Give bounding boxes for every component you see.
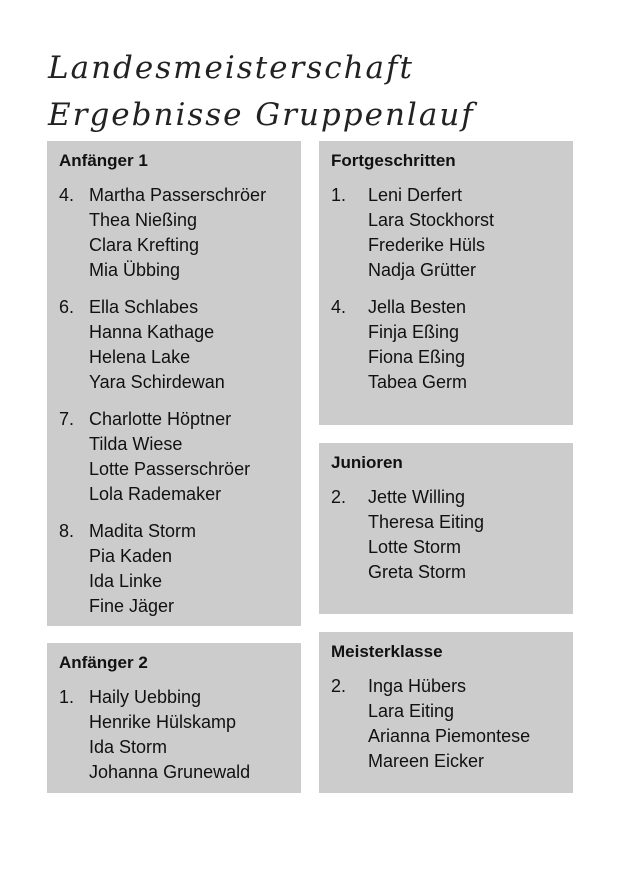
team-member-name: Lara Eiting: [368, 701, 455, 721]
team-entry: [59, 407, 289, 507]
team-member-name: Clara Krefting: [89, 235, 200, 255]
team-member-name: Lara Stockhorst: [368, 210, 495, 230]
team-member-name: Henrike Hülskamp: [89, 712, 237, 732]
team-place: 4.: [59, 185, 75, 205]
team-entry: [59, 519, 289, 619]
team-member-name: Haily Uebbing: [89, 687, 202, 707]
group-title: Anfänger 2: [59, 653, 148, 672]
team-member-name: Ida Storm: [89, 737, 168, 757]
team-place: 8.: [59, 521, 75, 541]
team-member-name: Lotte Storm: [368, 537, 462, 557]
group-title: Fortgeschritten: [331, 151, 456, 170]
team-member-name: Arianna Piemontese: [368, 726, 531, 746]
team-member-name: Frederike Hüls: [368, 235, 486, 255]
team-members: [89, 519, 196, 619]
team-entry: [59, 685, 289, 785]
team-member-name: Fine Jäger: [89, 596, 175, 616]
team-member-name: Lola Rademaker: [89, 484, 222, 504]
group-box-fortgeschritten: [319, 141, 573, 425]
team-member-name: Charlotte Höptner: [89, 409, 232, 429]
team-member-name: Theresa Eiting: [368, 512, 485, 532]
team-members: [89, 183, 266, 283]
team-entry: [331, 485, 561, 585]
page-title-line-2: Ergebnisse Gruppenlauf: [48, 97, 475, 133]
team-entry: [331, 674, 561, 774]
team-members: [89, 407, 250, 507]
team-place: 2.: [331, 487, 347, 507]
team-member-name: Leni Derfert: [368, 185, 463, 205]
team-member-name: Madita Storm: [89, 521, 197, 541]
team-entry: [331, 295, 561, 395]
team-entry: [331, 183, 561, 283]
team-member-name: Pia Kaden: [89, 546, 173, 566]
team-member-name: Ella Schlabes: [89, 297, 199, 317]
team-member-name: Greta Storm: [368, 562, 467, 582]
team-member-name: Tabea Germ: [368, 372, 468, 392]
team-members: [368, 295, 467, 395]
team-member-name: Nadja Grütter: [368, 260, 477, 280]
team-member-name: Ida Linke: [89, 571, 163, 591]
group-title: Meisterklasse: [331, 642, 443, 661]
team-member-name: Finja Eßing: [368, 322, 460, 342]
team-members: [368, 485, 484, 585]
team-place: 1.: [59, 687, 75, 707]
team-place: 7.: [59, 409, 75, 429]
team-member-name: Jella Besten: [368, 297, 467, 317]
team-member-name: Hanna Kathage: [89, 322, 215, 342]
team-member-name: Martha Passerschröer: [89, 185, 267, 205]
team-member-name: Lotte Passerschröer: [89, 459, 251, 479]
team-members: [368, 674, 530, 774]
page-title-line-1: Landesmeisterschaft: [48, 50, 414, 86]
team-place: 6.: [59, 297, 75, 317]
group-box-anfaenger-2: [47, 643, 301, 793]
team-entry: [59, 183, 289, 283]
team-member-name: Mia Übbing: [89, 260, 181, 280]
team-member-name: Inga Hübers: [368, 676, 467, 696]
team-member-name: Jette Willing: [368, 487, 466, 507]
team-member-name: Johanna Grunewald: [89, 762, 251, 782]
team-place: 1.: [331, 185, 347, 205]
group-title: Anfänger 1: [59, 151, 148, 170]
team-member-name: Fiona Eßing: [368, 347, 466, 367]
team-member-name: Mareen Eicker: [368, 751, 485, 771]
group-title: Junioren: [331, 453, 403, 472]
team-place: 2.: [331, 676, 347, 696]
team-members: [368, 183, 494, 283]
team-members: [89, 295, 225, 395]
team-place: 4.: [331, 297, 347, 317]
team-member-name: Helena Lake: [89, 347, 191, 367]
team-members: [89, 685, 250, 785]
group-box-meisterklasse: [319, 632, 573, 793]
team-member-name: Tilda Wiese: [89, 434, 183, 454]
team-entry: [59, 295, 289, 395]
team-member-name: Yara Schirdewan: [89, 372, 225, 392]
group-box-anfaenger-1: [47, 141, 301, 626]
group-box-junioren: [319, 443, 573, 614]
team-member-name: Thea Nießing: [89, 210, 198, 230]
